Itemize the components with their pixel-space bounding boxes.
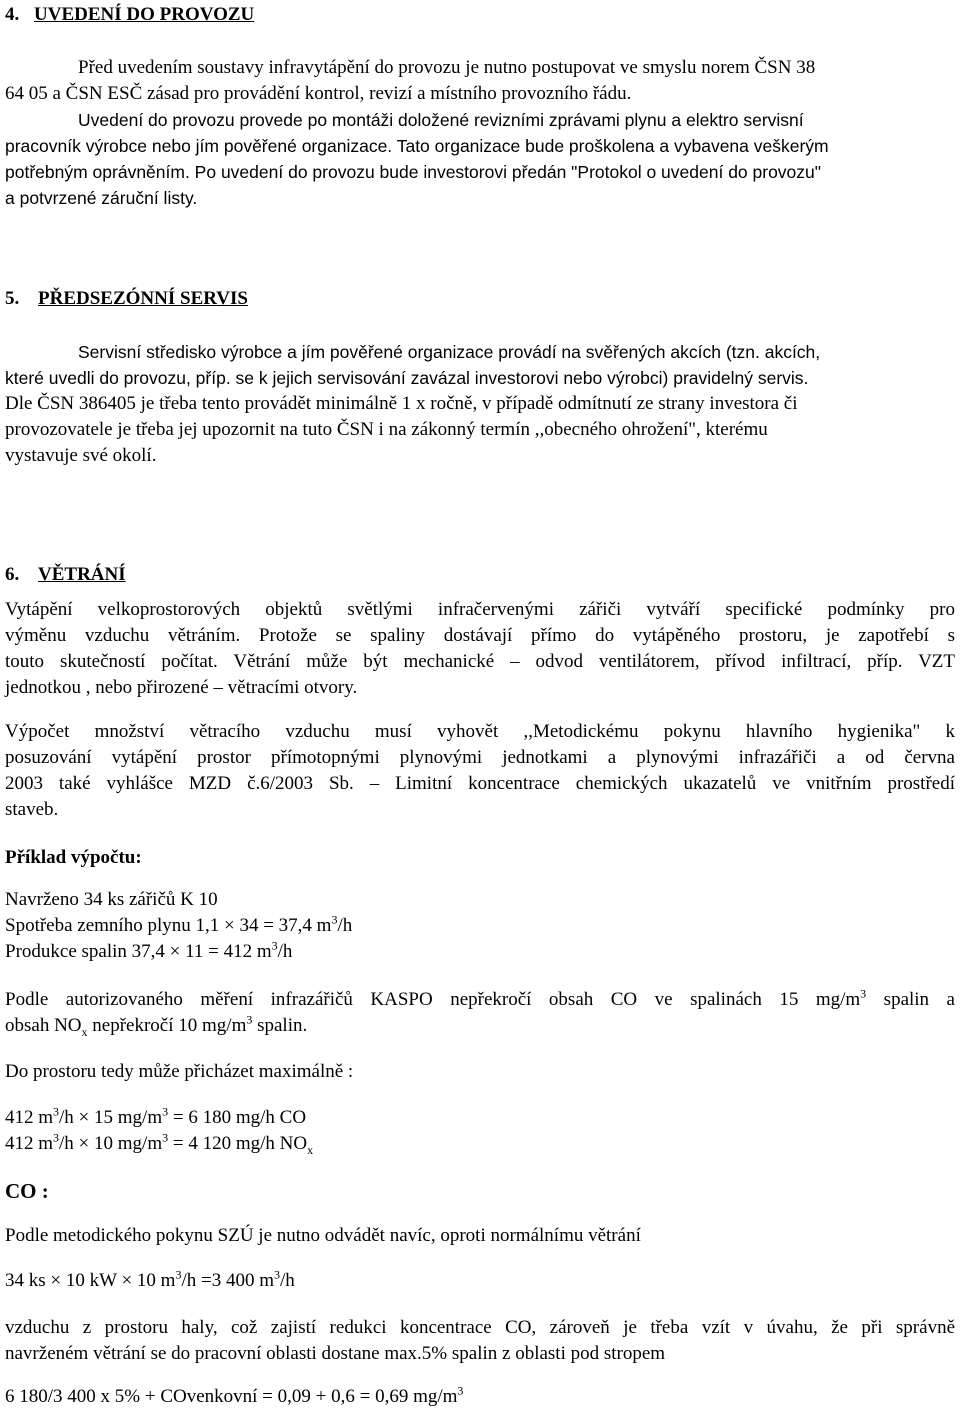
- section-6-number: 6.: [5, 564, 20, 585]
- s6-para-2-line-1: Výpočet množství větracího vzduchu musí vyhovět ,,Metodickému pokynu hlavního hygienika" k: [5, 721, 955, 742]
- s5-line-1: Servisní středisko výrobce a jím pověřené organizace provádí na svěřených akcích (tzn. akcích,: [78, 342, 821, 362]
- co-heading: CO :: [5, 1179, 49, 1203]
- example-line-2: [5, 913, 352, 939]
- section-6-title: VĚTRÁNÍ: [38, 564, 126, 585]
- calc-line-final: [5, 1384, 463, 1410]
- s5-line-5: vystavuje své okolí.: [5, 445, 157, 466]
- s4-line-4: pracovník výrobce nebo jím pověřené organizace. Tato organizace bude proškolena a vybavena veškerým: [5, 136, 829, 156]
- example-heading: Příklad výpočtu:: [5, 847, 142, 868]
- s6-para-1-line-3: touto skutečností počítat. Větrání může být mechanické – odvod ventilátorem, přívod infiltrací, příp. VZT: [5, 651, 955, 672]
- s6-para-2-line-4: staveb.: [5, 799, 59, 820]
- section-4-number: 4.: [5, 4, 20, 25]
- example-line-3: [5, 939, 292, 965]
- calc-co-a: 412 m: [5, 1107, 54, 1128]
- s4-line-5: potřebným oprávněním. Po uvedení do provozu bude investorovi předán "Protokol o uvedení do provozu": [5, 162, 821, 182]
- s6-para-3-line-1: [5, 987, 955, 1013]
- para-3-text-a: Podle autorizovaného měření infrazářičů KASPO nepřekročí obsah CO ve spalinách 15 mg/m: [5, 989, 861, 1010]
- example-line-2-text: Spotřeba zemního plynu 1,1 × 34 = 37,4 m: [5, 915, 332, 936]
- superscript: 3: [246, 1012, 253, 1027]
- superscript: 3: [331, 912, 338, 927]
- superscript: 3: [53, 1104, 60, 1119]
- s4-line-1: Před uvedením soustavy infravytápění do provozu je nutno postupovat ve smyslu norem ČSN 38: [78, 57, 816, 78]
- calc-line-nox: [5, 1131, 313, 1157]
- s6-para-1-line-4: jednotkou , nebo přirozené – větracími otvory.: [5, 677, 358, 698]
- para-3-text-c: obsah NO: [5, 1015, 82, 1036]
- s5-line-2: které uvedli do provozu, příp. se k jejich servisování zavázal investorovi nebo výrobci) pravidelný servis.: [5, 368, 809, 388]
- s6-para-2-line-3: 2003 také vyhlášce MZD č.6/2003 Sb. – Limitní koncentrace chemických ukazatelů ve vnitřním prostředí: [5, 773, 955, 794]
- calc-air-b: /h =3 400 m: [181, 1270, 274, 1291]
- superscript: 3: [175, 1267, 182, 1282]
- section-4-title: UVEDENÍ DO PROVOZU: [34, 4, 255, 25]
- superscript: 3: [271, 938, 278, 953]
- s6-para-1-line-2: výměnu vzduchu větráním. Protože se spaliny dostávají přímo do vytápěného prostoru, je zapotřebí s: [5, 625, 955, 646]
- superscript: 3: [162, 1104, 169, 1119]
- calc-nox-a: 412 m: [5, 1133, 54, 1154]
- superscript: 3: [860, 986, 867, 1001]
- example-line-3-unit: /h: [277, 941, 293, 962]
- s6-para-6-line-1: vzduchu z prostoru haly, což zajistí redukci koncentrace CO, zároveň je třeba vzít v úvahu, že při správně: [5, 1317, 955, 1338]
- s4-line-3: Uvedení do provozu provede po montáži doložené revizními zprávami plynu a elektro servisní: [78, 110, 804, 130]
- section-4-heading: [5, 2, 254, 28]
- s6-para-4: Do prostoru tedy může přicházet maximálně :: [5, 1061, 354, 1082]
- calc-co-b: /h × 15 mg/m: [59, 1107, 163, 1128]
- example-line-1: Navrženo 34 ks zářičů K 10: [5, 889, 218, 910]
- s5-line-4: provozovatele je třeba jej upozornit na tuto ČSN i na zákonný termín ,,obecného ohrožení", kterému: [5, 419, 768, 440]
- para-3-text-d: nepřekročí 10 mg/m: [87, 1015, 247, 1036]
- calc-air-c: /h: [279, 1270, 295, 1291]
- s4-line-2: 64 05 a ČSN ESČ zásad pro provádění kontrol, revizí a místního provozního řádu.: [5, 83, 632, 104]
- calc-co-c: = 6 180 mg/h CO: [168, 1107, 307, 1128]
- section-5-heading: [5, 286, 248, 312]
- superscript: 3: [53, 1130, 60, 1145]
- para-3-text-e: spalin.: [252, 1015, 308, 1036]
- calc-line-co: [5, 1105, 306, 1131]
- s6-para-2-line-2: posuzování vytápění prostor přímotopnými plynovými jednotkami a plynovými infrazářiči a od června: [5, 747, 955, 768]
- calc-nox-b: /h × 10 mg/m: [59, 1133, 163, 1154]
- superscript: 3: [162, 1130, 169, 1145]
- section-5-title: PŘEDSEZÓNNÍ SERVIS: [38, 288, 248, 309]
- s6-para-1-line-1: Vytápění velkoprostorových objektů světlými infračervenými zářiči vytváří specifické podmínky pro: [5, 599, 955, 620]
- para-3-text-b: spalin a: [866, 989, 955, 1010]
- calc-air-a: 34 ks × 10 kW × 10 m: [5, 1270, 176, 1291]
- subscript: x: [81, 1024, 88, 1039]
- superscript: 3: [457, 1383, 464, 1398]
- section-5-number: 5.: [5, 288, 20, 309]
- s4-line-6: a potvrzené záruční listy.: [5, 188, 198, 208]
- calc-line-air: [5, 1268, 295, 1294]
- superscript: 3: [273, 1267, 280, 1282]
- s6-para-5: Podle metodického pokynu SZÚ je nutno odvádět navíc, oproti normálnímu větrání: [5, 1225, 641, 1246]
- subscript: x: [307, 1142, 314, 1157]
- s6-para-6-line-2: navrženém větrání se do pracovní oblasti dostane max.5% spalin z oblasti pod stropem: [5, 1343, 666, 1364]
- example-line-3-text: Produkce spalin 37,4 × 11 = 412 m: [5, 941, 272, 962]
- example-line-2-unit: /h: [337, 915, 353, 936]
- calc-nox-c: = 4 120 mg/h NO: [168, 1133, 308, 1154]
- section-6-heading: [5, 562, 126, 588]
- calc-final-text: 6 180/3 400 x 5% + COvenkovní = 0,09 + 0,6 = 0,69 mg/m: [5, 1386, 458, 1407]
- s5-line-3: Dle ČSN 386405 je třeba tento provádět minimálně 1 x ročně, v případě odmítnutí ze strany investora či: [5, 393, 798, 414]
- s6-para-3-line-2: [5, 1013, 307, 1039]
